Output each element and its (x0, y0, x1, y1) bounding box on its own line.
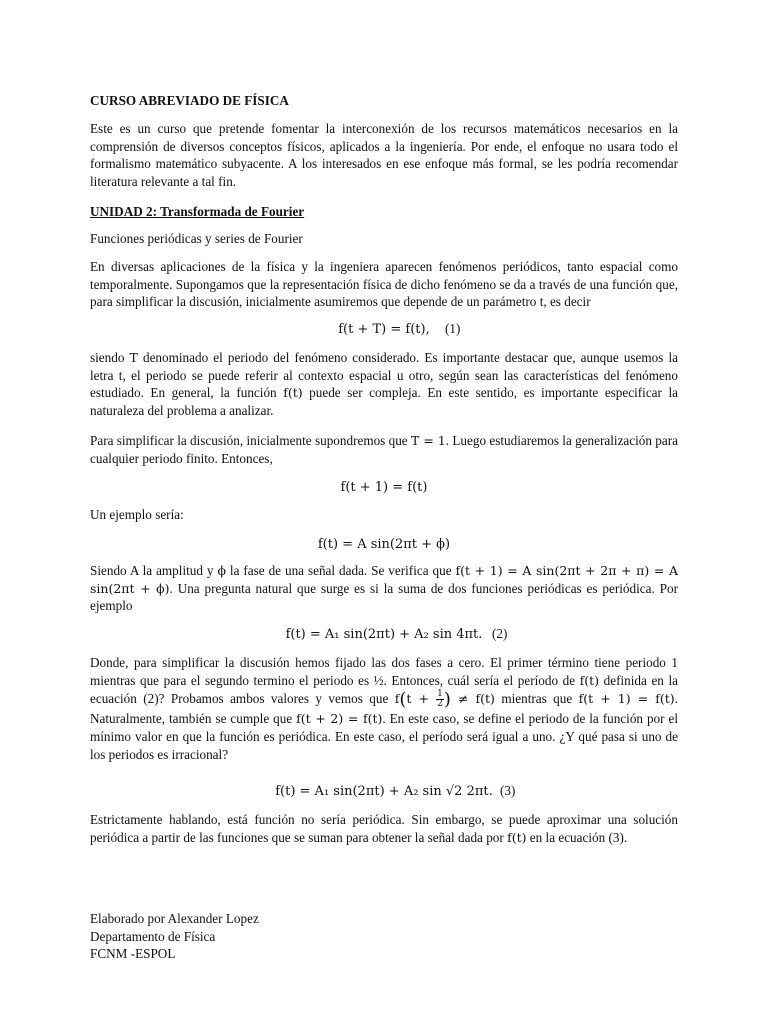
equation-3 (90, 782, 678, 801)
inline-math-ft: f(t) (579, 673, 600, 689)
footer-author: Elaborado por Alexander Lopez (90, 911, 259, 926)
paragraph-amplitude-phase: Siendo A la amplitud y ϕ la fase de una señal dada. Se verifica que f(t + 1) = A sin(2πt + 2π + π) = A sin(2πt + ϕ). Una pregunta natural que surge es si la suma de dos funciones periódicas es periódica. Por ejemplo (90, 563, 678, 614)
equation-unnumbered-expression: f(t + 1) = f(t) (340, 480, 428, 495)
equation-2-expression: f(t) = A₁ sin(2πt) + A₂ sin 4πt. (285, 627, 483, 642)
paragraph-period-definition: siendo T denominado el periodo del fenómeno considerado. Es importante destacar que, aunque usemos la letra t, el periodo se puede referir al contexto espacial u otro, según sean las características del fenómeno estudiado. En general, la función f(t) puede ser compleja. En este sentido, es importante especificar la naturaleza del problema a analizar. (90, 350, 678, 418)
inline-math-T: T (129, 350, 138, 365)
inline-math-fraction-test: f(t + $\frac{1}{2}$ ) ≠ f(t) (394, 689, 495, 711)
equation-example (90, 535, 678, 554)
inline-math-ft: f(t) (283, 385, 303, 401)
equation-2-number: (2) (492, 626, 508, 641)
equation-1-expression: f(t + T) = f(t), (338, 322, 430, 337)
example-label: Un ejemplo sería: (90, 507, 184, 522)
inline-math-ft: f(t) (507, 829, 527, 845)
fraction-one-half: $\frac{1}{2}$ (437, 689, 443, 710)
paragraph-unit-period: Para simplificar la discusión, inicialmente supondremos que T = 1. Luego estudiaremos la generalización para cualquier periodo finito. Entonces, (90, 433, 679, 466)
footer-credits (90, 910, 490, 963)
equation-1 (90, 320, 678, 339)
equation-3-number: (3) (500, 783, 516, 798)
footer-institution: FCNM -ESPOL (90, 946, 176, 962)
intro-paragraph: Este es un curso que pretende fomentar la interconexión de los recursos matemáticos necesarios en la comprensión de diversos conceptos físicos, aplicados a la ingeniería. Por ende, el enfoque no usara todo el formalismo matemático subyacente. A los interesados en ese enfoque más formal, se les podría recomendar literatura relevante a tal fin. (90, 121, 678, 189)
equation-1-number: (1) (445, 321, 461, 336)
inline-math-verification: f(t + 1) = A sin(2πt + 2π + π) = A sin(2πt + ϕ) (90, 563, 678, 596)
section-heading: Funciones periódicas y series de Fourier (90, 231, 303, 246)
paragraph-periodic-phenomena: En diversas aplicaciones de la física y la ingeniera aparecen fenómenos periódicos, tanto espacial como temporalmente. Supongamos que la representación física de dicho fenómeno se da a través de una función que, para simplificar la discusión, inicialmente asumiremos que depende de un parámetro t, es decir (90, 259, 678, 310)
inline-math-period-1: f(t + 1) = f(t) (578, 691, 675, 707)
inline-math-phi: ϕ (217, 563, 226, 578)
unit-heading: UNIDAD 2: Transformada de Fourier (90, 204, 305, 219)
footer-department: Departamento de Física (90, 928, 216, 944)
paragraph-sum-periodicity: Donde, para simplificar la discusión hemos fijado las dos fases a cero. El primer término tiene periodo 1 mientras que para el segundo termino el periodo es ½. Entonces, cuál sería el período de f(t) definida en la ecuación (2)? Probamos ambos valores y vemos que f(t + $\frac{1}{2}$ ) ≠ f(t) mientras que f(t + 1) = f(t). Naturalmente, también se cumple que f(t + 2) = f(t). En este caso, se define el periodo de la función por el mínimo valor en que la función es periódica. En este caso, el período será igual a uno. ¿Y qué pasa si uno de los periodos es irracional? (90, 655, 679, 763)
paragraph-irrational-period: Estrictamente hablando, está función no sería periódica. Sin embargo, se puede aproximar una solución periódica a partir de las funciones que se suman para obtener la señal dada por f(t) en la ecuación (3). (90, 812, 678, 845)
equation-2 (90, 625, 678, 644)
equation-3-expression: f(t) = A₁ sin(2πt) + A₂ sin √2 2πt. (275, 784, 493, 799)
equation-example-expression: f(t) = A sin(2πt + ϕ) (317, 537, 451, 552)
inline-math-T-equals-1: T = 1 (410, 433, 446, 448)
equation-unnumbered (90, 478, 678, 497)
document-title: CURSO ABREVIADO DE FÍSICA (90, 93, 289, 108)
inline-math-period-2: f(t + 2) = f(t) (296, 710, 383, 726)
